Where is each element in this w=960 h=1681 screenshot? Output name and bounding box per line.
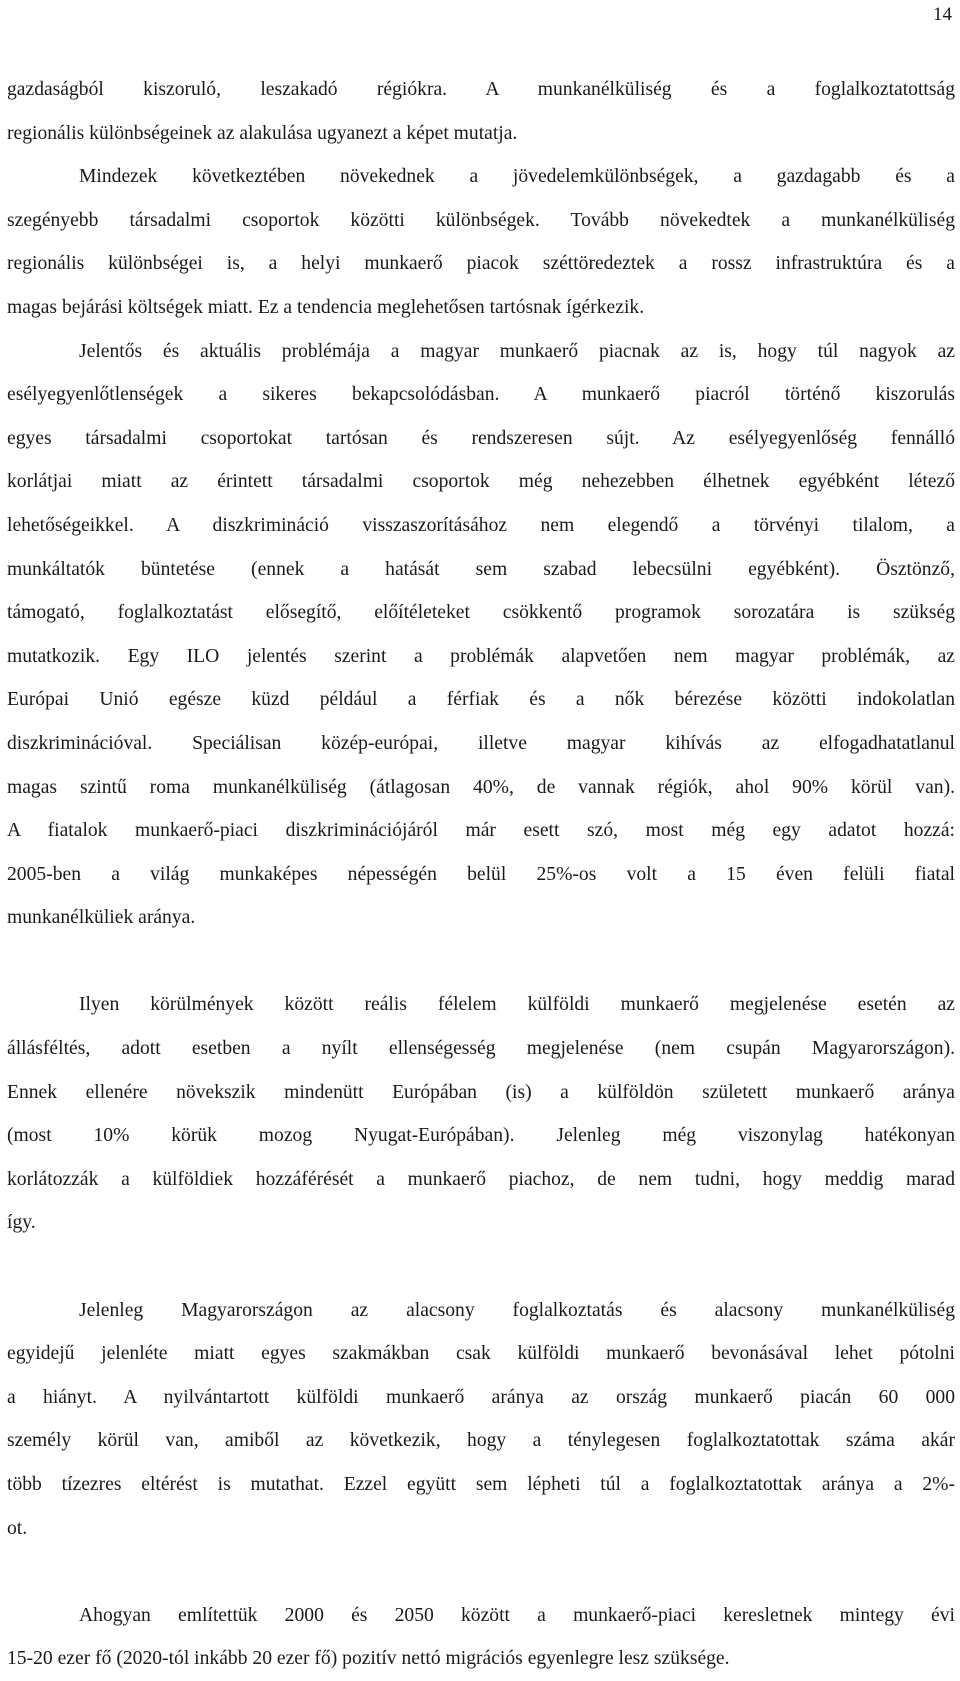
text-line: magas bejárási költségek miatt. Ez a tendencia meglehetősen tartósnak ígérkezik. xyxy=(7,296,645,318)
text-line: korlátozzák a külföldiek hozzáférését a munkaerő piachoz, de nem tudni, hogy meddig marad xyxy=(7,1168,955,1190)
text-line: Mindezek következtében növekednek a jövedelemkülönbségek, a gazdagabb és a xyxy=(79,166,955,188)
text-line: A fiatalok munkaerő-piaci diszkriminációjáról már esett szó, most még egy adatot hozzá: xyxy=(7,820,955,842)
text-line: diszkriminációval. Speciálisan közép-európai, illetve magyar kihívás az elfogadhatatlanul xyxy=(7,732,955,754)
text-line: több tízezres eltérést is mutathat. Ezzel együtt sem lépheti túl a foglalkoztatottak aránya a 2%- xyxy=(7,1474,955,1495)
text-line: támogató, foglalkoztatást elősegítő, előítéleteket csökkentő programok sorozatára is szükség xyxy=(7,602,955,624)
text-line: magas szintű roma munkanélküliség (átlagosan 40%, de vannak régiók, ahol 90% körül van). xyxy=(7,776,955,798)
text-line: munkáltatók büntetése (ennek a hatását sem szabad lebecsülni egyébként). Ösztönző, xyxy=(7,558,955,580)
paragraph xyxy=(7,983,955,1245)
text-line: regionális különbségei is, a helyi munkaerő piacok széttöredeztek a rossz infrastruktúra és a xyxy=(7,253,955,275)
text-line: ot. xyxy=(7,1517,28,1539)
text-line: (most 10% körük mozog Nyugat-Európában). Jelenleg még viszonylag hatékonyan xyxy=(7,1125,955,1147)
text-line: lehetőségeikkel. A diszkrimináció visszaszorításához nem elegendő a törvényi tilalom, a xyxy=(7,514,955,536)
text-line: korlátjai miatt az érintett társadalmi csoportok még nehezebben élhetnek egyébként létező xyxy=(7,471,955,493)
paragraph-gap xyxy=(7,1245,955,1289)
text-line: egyes társadalmi csoportokat tartósan és rendszeresen sújt. Az esélyegyenlőség fennálló xyxy=(7,427,955,449)
text-line: regionális különbségeinek az alakulása ugyanezt a képet mutatja. xyxy=(7,122,518,144)
text-line: gazdaságból kiszoruló, leszakadó régiókra. A munkanélküliség és a foglalkoztatottság xyxy=(7,79,955,100)
text-line: Ilyen körülmények között reális félelem külföldi munkaerő megjelenése esetén az xyxy=(79,994,955,1016)
text-line: állásféltés, adott esetben a nyílt ellenségesség megjelenése (nem csupán Magyarországon). xyxy=(7,1038,955,1060)
text-line: egyidejű jelenléte miatt egyes szakmákban csak külföldi munkaerő bevonásával lehet pótolni xyxy=(7,1343,955,1365)
text-line: így. xyxy=(7,1212,36,1234)
text-line: Jelenleg Magyarországon az alacsony foglalkoztatás és alacsony munkanélküliség xyxy=(79,1299,955,1321)
text-line: a hiányt. A nyilvántartott külföldi munkaerő aránya az ország munkaerő piacán 60 000 xyxy=(7,1386,955,1408)
paragraph xyxy=(7,330,955,940)
text-line: Jelentős és aktuális problémája a magyar munkaerő piacnak az is, hogy túl nagyok az xyxy=(79,340,955,362)
paragraph xyxy=(7,68,955,155)
paragraph-gap xyxy=(7,1550,955,1594)
text-line: mutatkozik. Egy ILO jelentés szerint a problémák alapvetően nem magyar problémák, az xyxy=(7,645,955,667)
text-line: Ennek ellenére növekszik mindenütt Európában (is) a külföldön született munkaerő aránya xyxy=(7,1081,955,1103)
text-line: szegényebb társadalmi csoportok közötti különbségek. Tovább növekedtek a munkanélküliség xyxy=(7,209,955,231)
text-line: Ahogyan említettük 2000 és 2050 között a munkaerő-piaci keresletnek mintegy évi xyxy=(79,1604,955,1626)
body-text xyxy=(7,68,955,1681)
paragraph-gap xyxy=(7,940,955,984)
text-line: 15-20 ezer fő (2020-tól inkább 20 ezer fő) pozitív nettó migrációs egyenlegre lesz szüksége. xyxy=(7,1648,730,1670)
text-line: esélyegyenlőtlenségek a sikeres bekapcsolódásban. A munkaerő piacról történő kiszorulás xyxy=(7,384,955,406)
paragraph xyxy=(7,155,955,329)
paragraph xyxy=(7,1289,955,1551)
paragraph xyxy=(7,1594,955,1681)
text-line: személy körül van, amiből az következik, hogy a ténylegesen foglalkoztatottak száma akár xyxy=(7,1430,955,1452)
text-line: munkanélküliek aránya. xyxy=(7,907,196,929)
text-line: 2005-ben a világ munkaképes népességén belül 25%-os volt a 15 éven felüli fiatal xyxy=(7,863,955,885)
text-line: Európai Unió egésze küzd például a férfiak és a nők bérezése közötti indokolatlan xyxy=(7,689,955,711)
page-number: 14 xyxy=(933,4,952,25)
